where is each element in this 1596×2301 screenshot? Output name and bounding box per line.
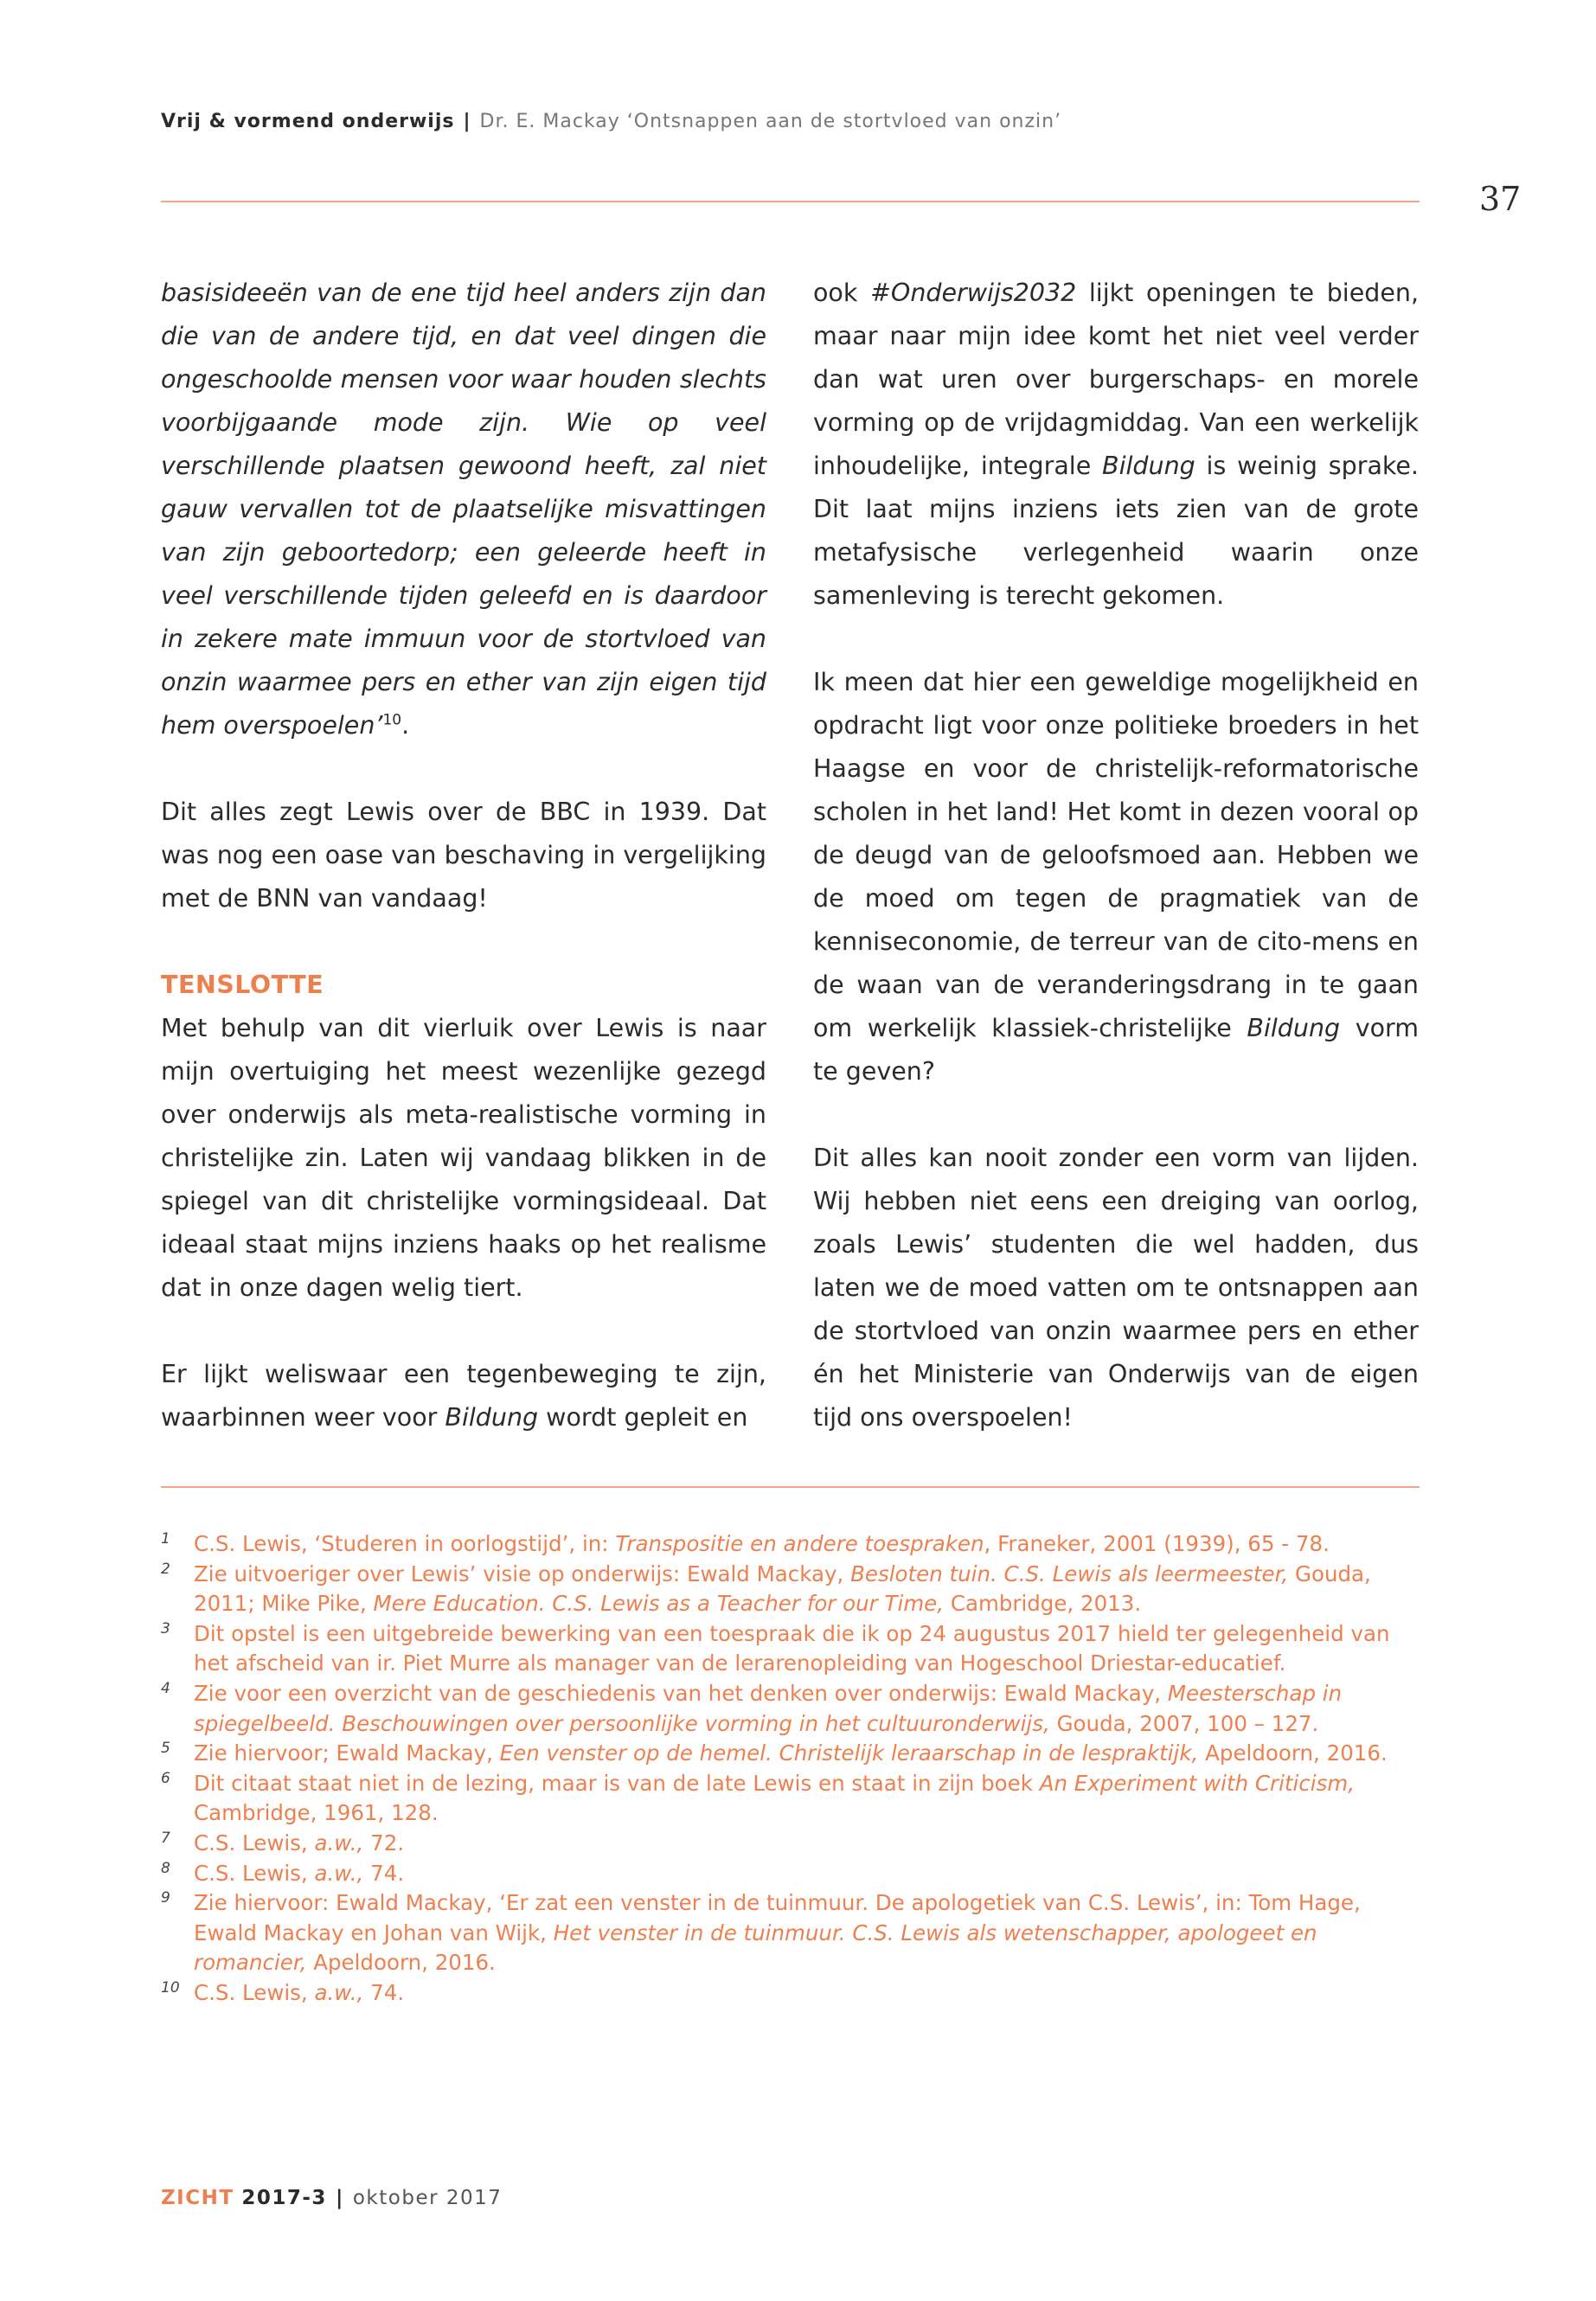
text-run: wordt gepleit en xyxy=(538,1403,748,1432)
footnote-text: Dit opstel is een uitgebreide bewerking van een toespraak die ik op 24 augustus 2017 hield ter gelegenheid van het afscheid van ir. Piet Murre als manager van de lerarenopleiding van Hogeschool Driestar-educatief. xyxy=(194,1620,1390,1676)
running-header xyxy=(161,111,1424,132)
footnote xyxy=(161,1978,1424,2009)
footnote-text: 72. xyxy=(363,1830,405,1856)
text-run: Er lijkt weliswaar een tegenbeweging te zijn, waarbinnen weer voor xyxy=(161,1360,766,1432)
footnote-text: Apeldoorn, 2016. xyxy=(306,1950,496,1976)
footnote xyxy=(161,1739,1424,1769)
text-run: is weinig sprake. Dit laat mijns inziens iets zien van de grote metafysische verlegenheid waarin onze samenleving is terecht gekomen. xyxy=(813,452,1419,610)
quote-paragraph xyxy=(161,272,766,747)
footnote-title: a.w., xyxy=(314,1830,364,1856)
footnote-text: Dit citaat staat niet in de lezing, maar is van de late Lewis en staat in zijn boek xyxy=(194,1770,1040,1796)
header-rule xyxy=(161,201,1420,202)
section-heading: TENSLOTTE xyxy=(161,971,324,999)
footnote-text: C.S. Lewis, ‘Studeren in oorlogstijd’, in: xyxy=(194,1531,616,1556)
page-footer xyxy=(161,2187,502,2209)
footnote-text: C.S. Lewis, xyxy=(194,1860,315,1886)
footer-issue: 2017-3 xyxy=(241,2187,327,2209)
paragraph-onderwijs2032 xyxy=(813,272,1419,618)
italic-run: #Onderwijs2032 xyxy=(870,279,1077,307)
footer-date: oktober 2017 xyxy=(352,2187,503,2209)
right-column xyxy=(813,272,1419,1439)
footnote-text: Cambridge, 2013. xyxy=(944,1591,1142,1617)
paragraph-bbc: Dit alles zegt Lewis over de BBC in 1939. Dat was nog een oase van beschaving in vergelijking met de BNN van vandaag! xyxy=(161,798,766,913)
footnote xyxy=(161,1529,1424,1560)
text-run: ook xyxy=(813,279,871,307)
italic-run: Bildung xyxy=(445,1403,539,1432)
footnote-number: 2 xyxy=(161,1560,170,1578)
footnote-text: Zie hiervoor: Ewald Mackay, ‘Er zat een venster in de tuinmuur. De apologetiek van C.S. Lewis’, in: Tom Hage, Ewald Mackay en Johan van Wijk, xyxy=(194,1890,1361,1945)
header-subtitle: Dr. E. Mackay ‘Ontsnappen aan de stortvloed van onzin’ xyxy=(479,111,1062,132)
italic-run: Bildung xyxy=(1247,1014,1341,1042)
footnote xyxy=(161,1888,1424,1978)
footnote-number: 5 xyxy=(161,1740,170,1758)
footnote-ref: 10 xyxy=(382,711,402,729)
footnote-text: , Franeker, 2001 (1939), 65 - 78. xyxy=(984,1531,1330,1556)
footer-brand: ZICHT xyxy=(161,2187,234,2209)
footnote xyxy=(161,1560,1424,1619)
left-column xyxy=(161,272,766,1439)
footnote-number: 10 xyxy=(161,1978,180,1997)
footnote-title: Mere Education. C.S. Lewis as a Teacher for our Time, xyxy=(373,1591,945,1617)
footnotes xyxy=(161,1529,1424,2009)
footnote-number: 8 xyxy=(161,1859,170,1877)
footnote-text: Gouda, 2007, 100 – 127. xyxy=(1049,1710,1319,1736)
paragraph-tegenbeweging xyxy=(161,1353,766,1439)
header-separator: | xyxy=(463,111,471,132)
footnote xyxy=(161,1829,1424,1859)
footnote-title: a.w., xyxy=(314,1979,364,2005)
footnote-text: Cambridge, 1961, 128. xyxy=(194,1800,439,1826)
quote-end: . xyxy=(401,711,410,740)
footnote-title: Besloten tuin. C.S. Lewis als leermeester, xyxy=(850,1561,1289,1586)
footnote-title: An Experiment with Criticism, xyxy=(1039,1770,1356,1796)
footnote-title: a.w., xyxy=(314,1860,364,1886)
footnote-text: 74. xyxy=(363,1979,405,2005)
footnote xyxy=(161,1769,1424,1829)
footnote-text: Zie uitvoeriger over Lewis’ visie op onderwijs: Ewald Mackay, xyxy=(194,1561,851,1586)
footer-separator: | xyxy=(335,2187,344,2209)
footnote-title: Meesterschap in spiegelbeeld. Beschouwingen over persoonlijke vorming in het cultuuronderwijs, xyxy=(194,1680,1343,1736)
footnote-text: Apeldoorn, 2016. xyxy=(1198,1740,1388,1766)
text-run: vorm te geven? xyxy=(813,1014,1420,1086)
quote-text: basisideeën van de ene tijd heel anders zijn dan die van de andere tijd, en dat veel dingen die ongeschoolde mensen voor waar houden slechts voorbijgaande mode zijn. Wie op veel verschillende plaatsen gewoond heeft, zal niet gauw vervallen tot de plaatselijke misvattingen van zijn geboortedorp; een geleerde heeft in veel verschillende tijden geleefd en is daardoor in zekere mate immuun voor de stortvloed van onzin waarmee pers en ether van zijn eigen tijd hem overspoelen’ xyxy=(161,279,766,740)
footnote-text: C.S. Lewis, xyxy=(194,1830,315,1856)
paragraph-opdracht xyxy=(813,661,1419,1093)
footnote-text: Gouda, 2011; Mike Pike, xyxy=(194,1561,1371,1617)
footnote-text: C.S. Lewis, xyxy=(194,1979,315,2005)
footnote-number: 4 xyxy=(161,1679,170,1697)
italic-run: Bildung xyxy=(1102,452,1195,480)
footnote-number: 1 xyxy=(161,1530,170,1548)
footnote-number: 6 xyxy=(161,1769,170,1787)
page-number: 37 xyxy=(1479,180,1522,218)
header-section: Vrij & vormend onderwijs xyxy=(161,111,455,132)
footnote-text: Zie voor een overzicht van de geschiedenis van het denken over onderwijs: Ewald Mackay, xyxy=(194,1680,1168,1706)
footnote-rule xyxy=(161,1486,1420,1488)
footnote-number: 7 xyxy=(161,1829,170,1847)
text-run: Ik meen dat hier een geweldige mogelijkheid en opdracht ligt voor onze politieke broeders in het Haagse en voor de christelijk-reformatorische scholen in het land! Het komt in dezen vooral op de deugd van de geloofsmoed aan. Hebben we de moed om tegen de pragmatiek van de kenniseconomie, de terreur van de cito-mens en de waan van de veranderingsdrang in te gaan om werkelijk klassiek-christelijke xyxy=(813,668,1419,1042)
footnote-text: 74. xyxy=(363,1860,405,1886)
footnote xyxy=(161,1859,1424,1889)
footnote-number: 9 xyxy=(161,1889,170,1907)
paragraph-tenslotte: Met behulp van dit vierluik over Lewis is naar mijn overtuiging het meest wezenlijke gezegd over onderwijs als meta-realistische vorming in christelijke zin. Laten wij vandaag blikken in de spiegel van dit christelijke vormingsideaal. Dat ideaal staat mijns inziens haaks op het realisme dat in onze dagen welig tiert. xyxy=(161,1014,766,1302)
text-run: lijkt openingen te bieden, maar naar mijn idee komt het niet veel verder dan wat uren over burgerschaps- en morele vorming op de vrijdagmiddag. Van een werkelijk inhoudelijke, integrale xyxy=(813,279,1420,480)
footnote-title: Het venster in de tuinmuur. C.S. Lewis als wetenschapper, apologeet en romancier, xyxy=(194,1920,1317,1976)
footnote-number: 3 xyxy=(161,1619,170,1638)
paragraph-lijden: Dit alles kan nooit zonder een vorm van lijden. Wij hebben niet eens een dreiging van oorlog, zoals Lewis’ studenten die wel hadden, dus laten we de moed vatten om te ontsnappen aan de stortvloed van onzin waarmee pers en ether én het Ministerie van Onderwijs van de eigen tijd ons overspoelen! xyxy=(813,1144,1419,1432)
footnote-title: Transpositie en andere toespraken xyxy=(615,1531,984,1556)
footnote xyxy=(161,1619,1424,1679)
footnote-title: Een venster op de hemel. Christelijk leraarschap in de lespraktijk, xyxy=(499,1740,1199,1766)
footnote xyxy=(161,1679,1424,1739)
footnote-text: Zie hiervoor; Ewald Mackay, xyxy=(194,1740,500,1766)
